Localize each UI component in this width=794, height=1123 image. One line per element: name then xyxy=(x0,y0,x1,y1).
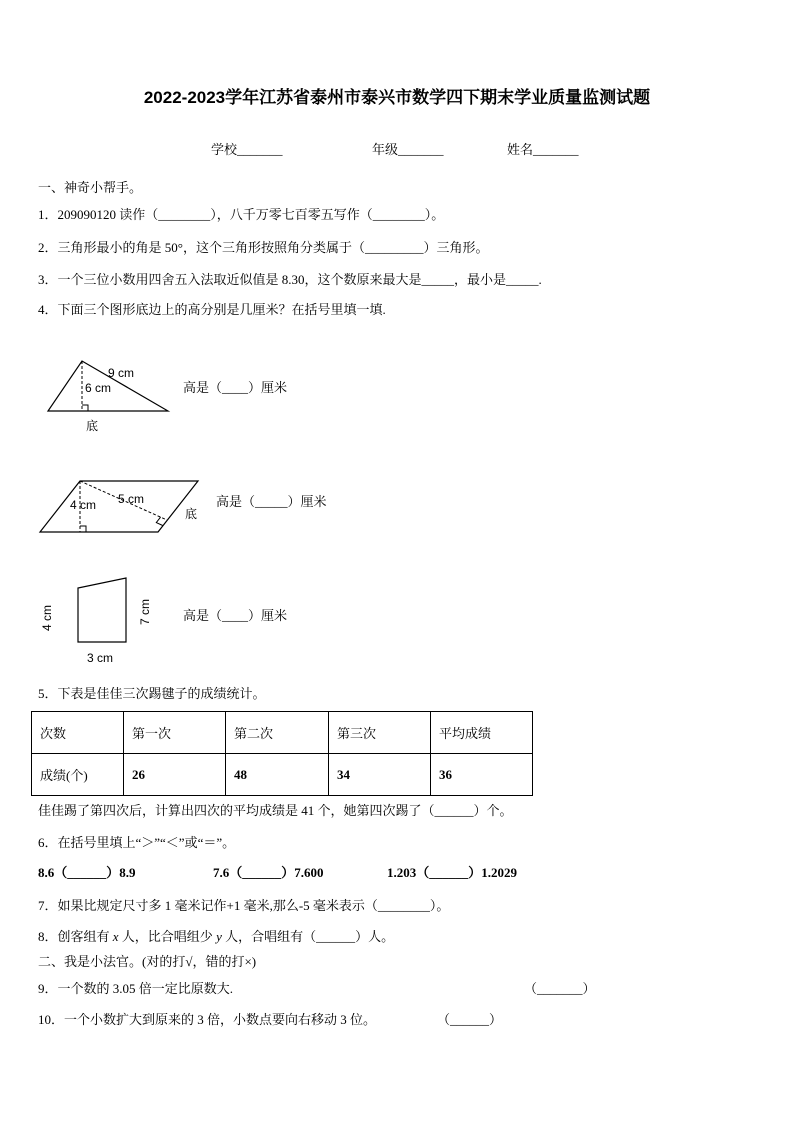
question-8-text: 人，比合唱组少 xyxy=(118,929,217,944)
trapezoid-left-label: 4 cm xyxy=(40,604,54,632)
triangle-side-label: 9 cm xyxy=(108,366,135,380)
parallelogram-shape xyxy=(40,481,198,532)
question-2: 2．三角形最小的角是 50°，这个三角形按照角分类属于（_________）三角形。 xyxy=(38,240,489,255)
question-4: 4．下面三个图形底边上的高分别是几厘米？在括号里填一填. xyxy=(38,302,386,317)
parallelogram-figure xyxy=(30,470,220,545)
table-cell: 48 xyxy=(226,754,329,796)
question-5-followup: 佳佳踢了第四次后，计算出四次的平均成绩是 41 个，她第四次踢了（______）个。 xyxy=(38,803,513,818)
triangle-height-label: 6 cm xyxy=(85,381,112,395)
table-header-row xyxy=(32,712,533,754)
school-field: 学校_______ xyxy=(211,142,283,157)
trapezoid-shape xyxy=(78,578,126,642)
table-header-cell: 次数 xyxy=(32,712,124,754)
page-title: 2022-2023学年江苏省泰州市泰兴市数学四下期末学业质量监测试题 xyxy=(143,88,651,107)
parallelogram-base-label: 底 xyxy=(185,507,198,521)
triangle-base-label: 底 xyxy=(86,419,99,433)
variable-y: y xyxy=(216,929,222,944)
question-5: 5．下表是佳佳三次踢毽子的成绩统计。 xyxy=(38,686,266,701)
table-cell: 成绩(个) xyxy=(32,754,124,796)
question-10-answer-blank: （______） xyxy=(437,1012,503,1027)
question-8 xyxy=(38,929,394,945)
question-1: 1．209090120 读作（________），八千万零七百零五写作（________）。 xyxy=(38,207,445,222)
comparison-item: 1.203（______）1.2029 xyxy=(387,865,518,880)
section2-heading: 二、我是小法官。(对的打√，错的打×) xyxy=(38,954,257,969)
table-cell: 26 xyxy=(124,754,226,796)
question-8-text: 人，合唱组有（______）人。 xyxy=(221,929,395,944)
parallelogram-answer: 高是（_____）厘米 xyxy=(216,494,327,509)
question-3: 3．一个三位小数用四舍五入法取近似值是 8.30，这个数原来最大是_____，最小是_____. xyxy=(38,272,542,287)
right-angle-marker xyxy=(156,517,162,525)
comparison-item: 8.6（______）8.9 xyxy=(38,865,136,880)
trapezoid-figure xyxy=(30,565,170,665)
question-8-text: 8．创客组有 xyxy=(38,929,113,944)
table-cell: 34 xyxy=(329,754,431,796)
parallelogram-height-label: 4 cm xyxy=(70,498,97,512)
table-header-cell: 平均成绩 xyxy=(431,712,533,754)
trapezoid-answer: 高是（____）厘米 xyxy=(183,608,288,623)
score-table xyxy=(31,711,533,796)
trapezoid-right-label: 7 cm xyxy=(138,598,152,626)
question-6: 6．在括号里填上“＞”“＜”或“＝”。 xyxy=(38,835,236,850)
question-9: 9．一个数的 3.05 倍一定比原数大. xyxy=(38,981,234,996)
table-header-cell: 第三次 xyxy=(329,712,431,754)
table-header-cell: 第二次 xyxy=(226,712,329,754)
variable-x: x xyxy=(112,929,119,944)
question-10: 10．一个小数扩大到原来的 3 倍，小数点要向右移动 3 位。 xyxy=(38,1012,377,1027)
trapezoid-bottom-label: 3 cm xyxy=(86,651,114,665)
table-row xyxy=(32,754,533,796)
triangle-answer: 高是（____）厘米 xyxy=(183,380,288,395)
parallelogram-perp-label: 5 cm xyxy=(118,492,145,506)
grade-field: 年级_______ xyxy=(372,142,444,157)
name-field: 姓名_______ xyxy=(507,142,579,157)
right-angle-marker xyxy=(82,405,88,411)
triangle-figure xyxy=(30,350,190,440)
right-angle-marker xyxy=(80,526,86,532)
question-9-answer-blank: （_______） xyxy=(524,981,596,996)
table-cell: 36 xyxy=(431,754,533,796)
question-7: 7．如果比规定尺寸多 1 毫米记作+1 毫米,那么-5 毫米表示（________）。 xyxy=(38,898,450,913)
table-header-cell: 第一次 xyxy=(124,712,226,754)
comparison-item: 7.6（______）7.600 xyxy=(213,865,324,880)
section1-heading: 一、神奇小帮手。 xyxy=(38,180,143,195)
